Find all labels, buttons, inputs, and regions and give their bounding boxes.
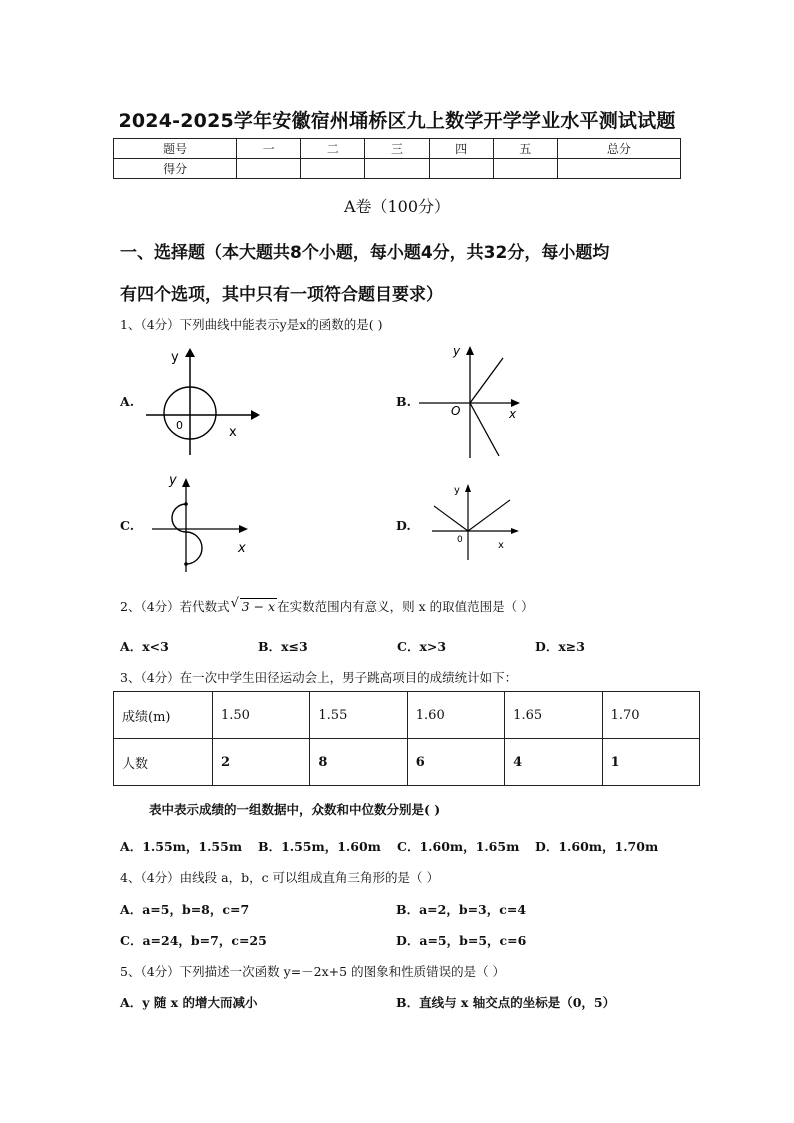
q4-stem: 4、（4分）由线段 a，b，c 可以组成直角三角形的是（ ） (120, 870, 440, 885)
section-1-line: 一、选择题（本大题共8个小题，每小题4分，共32分，每小题均 (120, 243, 610, 263)
q2-stem-post: 在实数范围内有意义，则 x 的取值范围是（ ） (277, 599, 534, 614)
table-cell: 1.60 (407, 692, 504, 739)
score-header-cell: 总分 (557, 139, 680, 159)
score-header-cell: 四 (429, 139, 493, 159)
table-cell: 4 (505, 739, 602, 786)
table-cell: 2 (213, 739, 310, 786)
axis-x-label: x (509, 407, 517, 421)
q3-results-table (113, 691, 700, 786)
q3-question: 表中表示成绩的一组数据中，众数和中位数分别是( ) (149, 802, 441, 817)
q1-graph-a (140, 343, 265, 463)
table-row (114, 739, 700, 786)
score-row (114, 159, 681, 179)
q1-option-a-label[interactable]: A. (120, 394, 135, 409)
axis-y-label: y (454, 485, 460, 496)
q1-stem: 1、（4分）下列曲线中能表示y是x的函数的是( ) (120, 317, 383, 332)
origin-label: 0 (457, 535, 463, 545)
score-cell[interactable] (557, 159, 680, 179)
table-cell: 6 (407, 739, 504, 786)
q2-option-c[interactable]: C．x>3 (397, 639, 447, 654)
section-1-heading (120, 232, 680, 316)
score-cell[interactable] (301, 159, 365, 179)
origin-label: 0 (176, 419, 183, 432)
origin-label: O (451, 404, 461, 418)
q1-option-c-label[interactable]: C. (120, 518, 135, 533)
table-cell: 1.65 (505, 692, 602, 739)
axis-x-label: x (238, 541, 246, 556)
q5-stem: 5、（4分）下列描述一次函数 y=－2x+5 的图象和性质错误的是（ ） (120, 964, 506, 979)
q2-stem (120, 597, 534, 615)
q3-option-a[interactable]: A．1.55m，1.55m (120, 839, 243, 854)
score-row-label: 得分 (114, 159, 237, 179)
score-cell[interactable] (237, 159, 301, 179)
score-cell[interactable] (365, 159, 429, 179)
score-header-cell: 一 (237, 139, 301, 159)
table-row (114, 692, 700, 739)
table-cell: 1 (602, 739, 699, 786)
axis-y-label: y (453, 344, 461, 358)
q4-option-c[interactable]: C．a=24，b=7，c=25 (120, 933, 267, 948)
q2-radical (230, 596, 277, 614)
table-row-label: 人数 (114, 739, 213, 786)
q3-option-b[interactable]: B．1.55m，1.60m (258, 839, 381, 854)
table-row-label: 成绩(m) (114, 692, 213, 739)
q1-graph-d (428, 478, 528, 563)
axis-x-label: x (498, 540, 504, 551)
table-cell: 8 (310, 739, 407, 786)
radical-sign-icon: √ (230, 596, 239, 611)
q4-option-d[interactable]: D．a=5，b=5，c=6 (396, 933, 527, 948)
score-header-cell: 五 (493, 139, 557, 159)
section-a-heading: A卷（100分） (343, 197, 451, 216)
q3-option-d[interactable]: D．1.60m，1.70m (535, 839, 659, 854)
score-cell[interactable] (493, 159, 557, 179)
q2-radicand: 3 − x (241, 599, 276, 614)
axis-y-label: y (171, 350, 179, 365)
axis-y-label: y (169, 473, 177, 488)
table-cell: 1.55 (310, 692, 407, 739)
q4-option-b[interactable]: B．a=2，b=3，c=4 (396, 902, 527, 917)
q2-option-b[interactable]: B．x≤3 (258, 639, 308, 654)
q1-graph-b (415, 340, 530, 462)
axis-x-label: x (229, 425, 237, 440)
q2-stem-pre: 2、（4分）若代数式 (120, 599, 230, 614)
score-cell[interactable] (429, 159, 493, 179)
q5-option-b[interactable]: B．直线与 x 轴交点的坐标是（0，5） (396, 995, 616, 1010)
q1-option-d-label[interactable]: D. (396, 518, 411, 533)
q3-option-c[interactable]: C．1.60m，1.65m (397, 839, 520, 854)
score-header-cell: 二 (301, 139, 365, 159)
section-1-line: 有四个选项，其中只有一项符合题目要求） (120, 285, 443, 305)
q5-option-a[interactable]: A．y 随 x 的增大而减小 (120, 995, 258, 1010)
score-table (113, 138, 681, 179)
q2-option-a[interactable]: A．x<3 (120, 639, 169, 654)
table-cell: 1.70 (602, 692, 699, 739)
score-header-cell: 题号 (114, 139, 237, 159)
q3-stem: 3、（4分）在一次中学生田径运动会上，男子跳高项目的成绩统计如下： (120, 670, 518, 685)
q2-option-d[interactable]: D．x≥3 (535, 639, 585, 654)
q1-graph-c (150, 468, 260, 578)
score-header-cell: 三 (365, 139, 429, 159)
score-header-row (114, 139, 681, 159)
q1-option-b-label[interactable]: B. (396, 394, 411, 409)
table-cell: 1.50 (213, 692, 310, 739)
exam-title: 2024-2025学年安徽宿州埇桥区九上数学开学学业水平测试试题 (118, 110, 676, 132)
q4-option-a[interactable]: A．a=5，b=8，c=7 (120, 902, 250, 917)
